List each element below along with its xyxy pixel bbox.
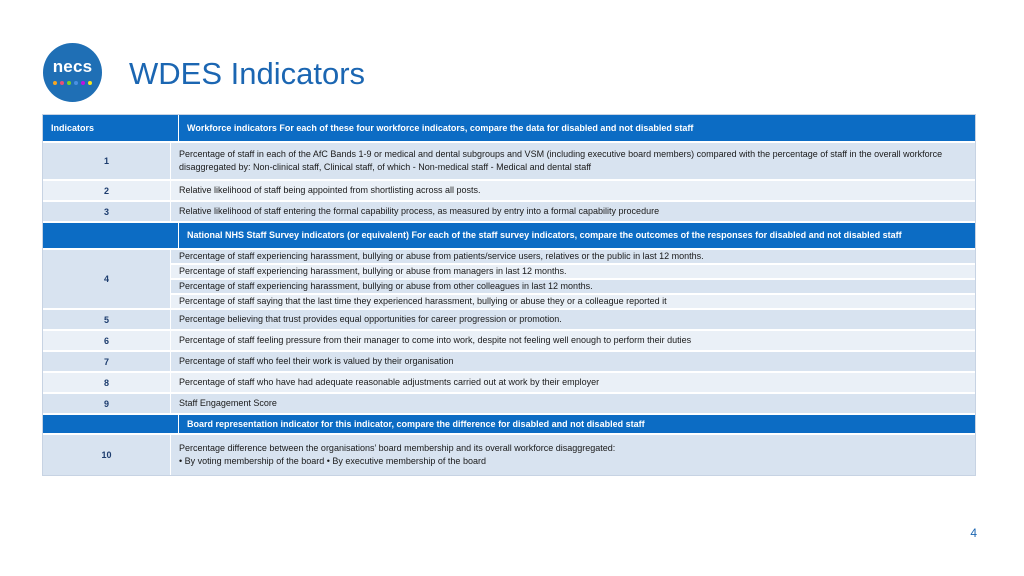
indicator-text — [171, 435, 975, 475]
indicator-number: 4 — [43, 250, 171, 308]
table-row — [43, 181, 975, 202]
indicator-number: 3 — [43, 202, 171, 221]
logo-dot — [67, 81, 71, 85]
table-row — [43, 310, 975, 331]
table-row — [43, 331, 975, 352]
table-row — [43, 435, 975, 475]
indicator-text: Staff Engagement Score — [179, 398, 277, 408]
header-survey: National NHS Staff Survey indicators (or equivalent) For each of the staff survey indicators, compare the outcomes of the responses for disabled and not disabled staff — [187, 230, 902, 240]
header-workforce: Workforce indicators For each of these four workforce indicators, compare the data for disabled and not disabled staff — [187, 122, 694, 133]
indicator-text — [171, 143, 975, 179]
logo-dot — [74, 81, 78, 85]
indicator-text-line: • By voting membership of the board • By executive membership of the board — [179, 456, 486, 466]
indicator-number: 1 — [43, 143, 171, 179]
necs-logo — [43, 43, 102, 102]
indicator-4-items — [171, 250, 975, 308]
indicator-text: Percentage of staff feeling pressure from their manager to come into work, despite not feeling well enough to perform their duties — [179, 335, 692, 345]
indicator-number: 5 — [43, 310, 171, 329]
indicator-text — [171, 202, 975, 221]
indicator-number: 9 — [43, 394, 171, 413]
table-row — [43, 202, 975, 223]
indicator-text: Percentage of staff saying that the last time they experienced harassment, bullying or abuse they or a colleague reported it — [171, 295, 975, 308]
logo-text: necs — [52, 57, 93, 76]
table-row — [43, 373, 975, 394]
indicator-text-line: Percentage difference between the organisations’ board membership and its overall workforce disaggregated: — [179, 443, 616, 453]
header-spacer — [43, 223, 179, 248]
indicator-number: 8 — [43, 373, 171, 392]
page-number: 4 — [970, 526, 977, 540]
indicator-text-line: Percentage of staff in each of the AfC Bands 1-9 or medical and dental subgroups and VSM (including executive board members) compared with the percentage of staff in the overall workforce — [179, 149, 943, 159]
logo-dot — [60, 81, 64, 85]
indicator-4-group — [43, 250, 975, 310]
indicator-text-line: Relative likelihood of staff entering the formal capability process, as measured by entry into a formal capability procedure — [179, 206, 660, 216]
logo-dot — [88, 81, 92, 85]
logo-dot — [53, 81, 57, 85]
indicator-text: Percentage of staff experiencing harassment, bullying or abuse from patients/service users, relatives or the public in last 12 months. — [171, 250, 975, 265]
indicator-text-line: disaggregated by: Non-clinical staff, Clinical staff, of which - Non-medical staff - Medical and dental staff — [179, 162, 592, 172]
indicator-number: 6 — [43, 331, 171, 350]
table-header-row — [43, 115, 975, 143]
header-col-indicators: Indicators — [43, 115, 179, 141]
indicator-number: 7 — [43, 352, 171, 371]
logo-dot — [81, 81, 85, 85]
indicator-text: Percentage of staff experiencing harassment, bullying or abuse from managers in last 12 months. — [171, 265, 975, 280]
indicator-text-line: Relative likelihood of staff being appointed from shortlisting across all posts. — [179, 185, 481, 195]
indicator-text — [171, 181, 975, 200]
indicator-number: 10 — [43, 435, 171, 475]
header-board: Board representation indicator for this indicator, compare the difference for disabled and not disabled staff — [187, 418, 645, 429]
table-row — [43, 394, 975, 415]
survey-header-row — [43, 223, 975, 250]
logo-dots — [43, 81, 102, 85]
table-row — [43, 352, 975, 373]
indicator-number: 2 — [43, 181, 171, 200]
header-spacer — [43, 415, 179, 433]
table-row — [43, 143, 975, 181]
page-title: WDES Indicators — [129, 56, 366, 91]
indicator-text: Percentage of staff experiencing harassment, bullying or abuse from other colleagues in last 12 months. — [171, 280, 975, 295]
board-header-row — [43, 415, 975, 435]
indicator-text: Percentage of staff who feel their work is valued by their organisation — [179, 356, 454, 366]
indicator-text: Percentage believing that trust provides equal opportunities for career progression or promotion. — [179, 314, 562, 324]
indicator-text: Percentage of staff who have had adequate reasonable adjustments carried out at work by their employer — [179, 377, 600, 387]
indicators-table — [42, 114, 976, 476]
